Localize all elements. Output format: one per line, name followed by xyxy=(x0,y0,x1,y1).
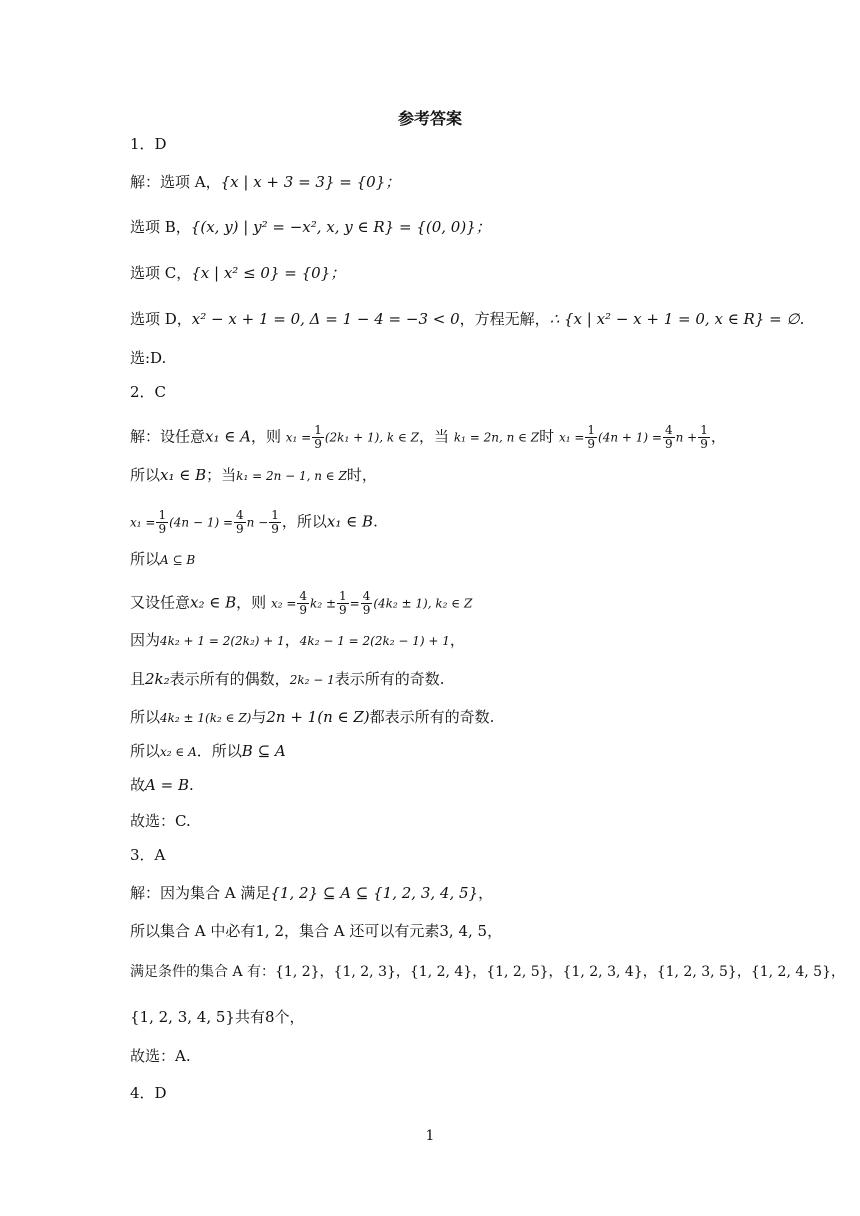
q3-conclusion: 故选：A. xyxy=(130,1047,191,1065)
q3-l4-count: 8 xyxy=(264,1008,275,1026)
q3-line-1 xyxy=(130,883,493,903)
q3-l3-sets: {1, 2}，{1, 2, 3}，{1, 2, 4}，{1, 2, 5}，{1, 2, 3, 4}，{1, 2, 3, 5}，{1, 2, 4, 5}， xyxy=(275,964,845,980)
q3-l2-math: 1, 2 xyxy=(255,922,284,940)
fraction-4-9: $\frac{4}{9}$ xyxy=(299,589,308,617)
q3-l2-text2: ，集合 A 还可以有元素 xyxy=(284,922,440,940)
q2-l2-math: x₁ ∈ B xyxy=(160,466,207,484)
q2-l2-text2: ；当 xyxy=(206,466,237,484)
q2-l2-math2: k₁ = 2n − 1, n ∈ Z xyxy=(236,469,347,483)
q2-l8-text2: 与 xyxy=(251,708,267,726)
fraction-4-9: $\frac{4}{9}$ xyxy=(236,508,244,536)
q2-l3-text: ，所以 xyxy=(281,512,327,531)
q2-l9-math2: B ⊆ A xyxy=(241,742,286,760)
fraction-1-9: $\frac{1}{9}$ xyxy=(314,423,322,451)
q3-l1-text: 解：因为集合 A 满足 xyxy=(130,884,271,902)
q2-line-2 xyxy=(130,465,377,486)
q2-l1-text4: 时 xyxy=(539,427,555,446)
q2-l7-math2: 2k₂ − 1 xyxy=(289,673,335,687)
q3-l4-set: {1, 2, 3, 4, 5} xyxy=(130,1008,235,1026)
q2-l10-text2: . xyxy=(188,776,194,794)
q2-l7-text2: 表示所有的偶数， xyxy=(169,670,290,688)
q2-l9-text: 所以 xyxy=(130,742,161,760)
fraction-1-9: $\frac{1}{9}$ xyxy=(339,589,347,617)
q2-l6-math: 4k₂ + 1 = 2(2k₂) + 1 xyxy=(160,634,285,648)
q2-l3-math3: n − xyxy=(246,515,269,530)
q2-l1-math4: k₁ = 2n, n ∈ Z xyxy=(453,430,540,445)
fraction-1-9: $\frac{1}{9}$ xyxy=(587,423,596,451)
q1-option-d-text: 选项 D， xyxy=(130,310,192,328)
q3-l1-text2: ， xyxy=(478,884,494,902)
q3-l4-text: 共有 xyxy=(234,1008,265,1026)
q2-l5-math4: = xyxy=(349,596,360,611)
q2-l1-math2: x₁ = xyxy=(285,430,312,445)
q3-l2-text: 所以集合 A 中必有 xyxy=(130,922,256,940)
q2-line-8 xyxy=(130,707,494,728)
q2-l1-math5: x₁ = xyxy=(558,430,585,445)
q2-l5-math2: x₂ = xyxy=(270,596,297,611)
q1-option-c xyxy=(130,263,345,283)
q2-line-10 xyxy=(130,775,194,795)
q2-line-7 xyxy=(130,669,445,690)
q2-l8-math: 4k₂ ± 1(k₂ ∈ Z) xyxy=(160,711,252,725)
q2-l10-math: A = B xyxy=(145,776,189,794)
q2-l5-text2: ，则 xyxy=(236,593,267,612)
q3-line-3 xyxy=(130,962,845,982)
q1-option-d-math2: ∴ {x | x² − x + 1 = 0, x ∈ R} = ∅. xyxy=(549,310,805,328)
q2-l9-math: x₂ ∈ A xyxy=(160,745,197,759)
q2-l7-text: 且 xyxy=(130,670,146,688)
q1-option-d-math: x² − x + 1 = 0, Δ = 1 − 4 = −3 < 0 xyxy=(191,310,460,328)
q1-answer-head: 1．D xyxy=(130,135,167,153)
fraction-1-9: $\frac{1}{9}$ xyxy=(700,423,708,451)
q2-l1-math: x₁ ∈ A xyxy=(205,427,251,446)
q2-conclusion: 故选：C. xyxy=(130,812,191,830)
q2-line-4 xyxy=(130,549,195,570)
fraction-1-9: $\frac{1}{9}$ xyxy=(271,508,279,536)
fraction-1-9: $\frac{1}{9}$ xyxy=(158,508,167,536)
q1-option-d-mid: ，方程无解， xyxy=(459,310,550,328)
q2-l9-text2: ．所以 xyxy=(196,742,242,760)
q2-line-5 xyxy=(130,590,472,617)
q1-option-b-math: {(x, y) | y² = −x², x, y ∈ R} = {(0, 0)}； xyxy=(190,218,491,236)
q2-l8-text3: 都表示所有的奇数. xyxy=(369,708,495,726)
q2-l5-math5: (4k₂ ± 1), k₂ ∈ Z xyxy=(373,596,473,611)
q2-l1-math7: n + xyxy=(675,430,698,445)
q2-l8-text: 所以 xyxy=(130,708,161,726)
q2-line-3 xyxy=(130,509,378,536)
q1-option-b-text: 选项 B， xyxy=(130,218,191,236)
q2-l1-text3: ，当 xyxy=(419,427,450,446)
q2-l2-text: 所以 xyxy=(130,466,161,484)
q2-l6-text2: ， xyxy=(284,631,300,649)
q3-line-2 xyxy=(130,921,502,941)
q2-l1-math3: (2k₁ + 1), k ∈ Z xyxy=(324,430,420,445)
fraction-4-9: $\frac{4}{9}$ xyxy=(664,423,673,451)
q1-conclusion: 选:D. xyxy=(130,349,167,367)
q2-line-9 xyxy=(130,741,286,762)
q2-l6-text3: ， xyxy=(449,631,465,649)
q3-line-4 xyxy=(130,1007,305,1027)
q2-l4-text: 所以 xyxy=(130,550,161,568)
q3-answer-head: 3．A xyxy=(130,846,166,864)
q2-l1-text: 解：设任意 xyxy=(130,427,206,446)
q2-l3-math: x₁ = xyxy=(130,515,156,530)
q2-l3-math4: x₁ ∈ B xyxy=(326,512,374,531)
q2-l4-math: A ⊆ B xyxy=(160,553,196,567)
q2-l3-math2: (4n − 1) = xyxy=(169,515,234,530)
q1-option-c-text: 选项 C， xyxy=(130,264,192,282)
q1-option-a-math: {x | x + 3 = 3} = {0}； xyxy=(220,173,401,191)
q2-l7-text3: 表示所有的奇数. xyxy=(334,670,445,688)
q2-l8-math2: 2n + 1(n ∈ Z) xyxy=(266,708,370,726)
q1-option-d xyxy=(130,309,804,329)
q1-option-c-math: {x | x² ≤ 0} = {0}； xyxy=(191,264,346,282)
page-title: 参考答案 xyxy=(397,109,462,128)
q2-l7-math: 2k₂ xyxy=(145,670,170,688)
q2-l3-text2: . xyxy=(373,512,378,531)
q3-l1-math: {1, 2} ⊆ A ⊆ {1, 2, 3, 4, 5} xyxy=(270,884,479,902)
q2-l5-text: 又设任意 xyxy=(130,593,191,612)
q2-l5-math3: k₂ ± xyxy=(310,596,336,611)
q3-l4-text2: 个， xyxy=(274,1008,305,1026)
q2-answer-head: 2．C xyxy=(130,383,167,401)
q4-answer-head: 4．D xyxy=(130,1084,167,1102)
q2-l5-math: x₂ ∈ B xyxy=(190,593,237,612)
q3-l2-text3: ， xyxy=(487,922,503,940)
q1-option-a xyxy=(130,172,400,192)
q2-line-6 xyxy=(130,630,465,651)
q2-l1-math6: (4n + 1) = xyxy=(598,430,662,445)
q2-l2-text3: 时， xyxy=(346,466,377,484)
q2-l1-text2: ，则 xyxy=(250,427,281,446)
q2-l6-math2: 4k₂ − 1 = 2(2k₂ − 1) + 1 xyxy=(299,634,450,648)
q2-l6-text: 因为 xyxy=(130,631,161,649)
q3-l2-math2: 3, 4, 5 xyxy=(439,922,488,940)
q3-l3-text: 满足条件的集合 A 有： xyxy=(130,964,276,980)
q2-l10-text: 故 xyxy=(130,776,146,794)
q1-option-a-text: 解：选项 A， xyxy=(130,173,221,191)
page-number: 1 xyxy=(425,1128,435,1144)
fraction-4-9: $\frac{4}{9}$ xyxy=(362,589,371,617)
q2-line-1 xyxy=(130,424,726,451)
q1-option-b xyxy=(130,217,491,237)
q2-l1-text5: ， xyxy=(710,427,726,446)
